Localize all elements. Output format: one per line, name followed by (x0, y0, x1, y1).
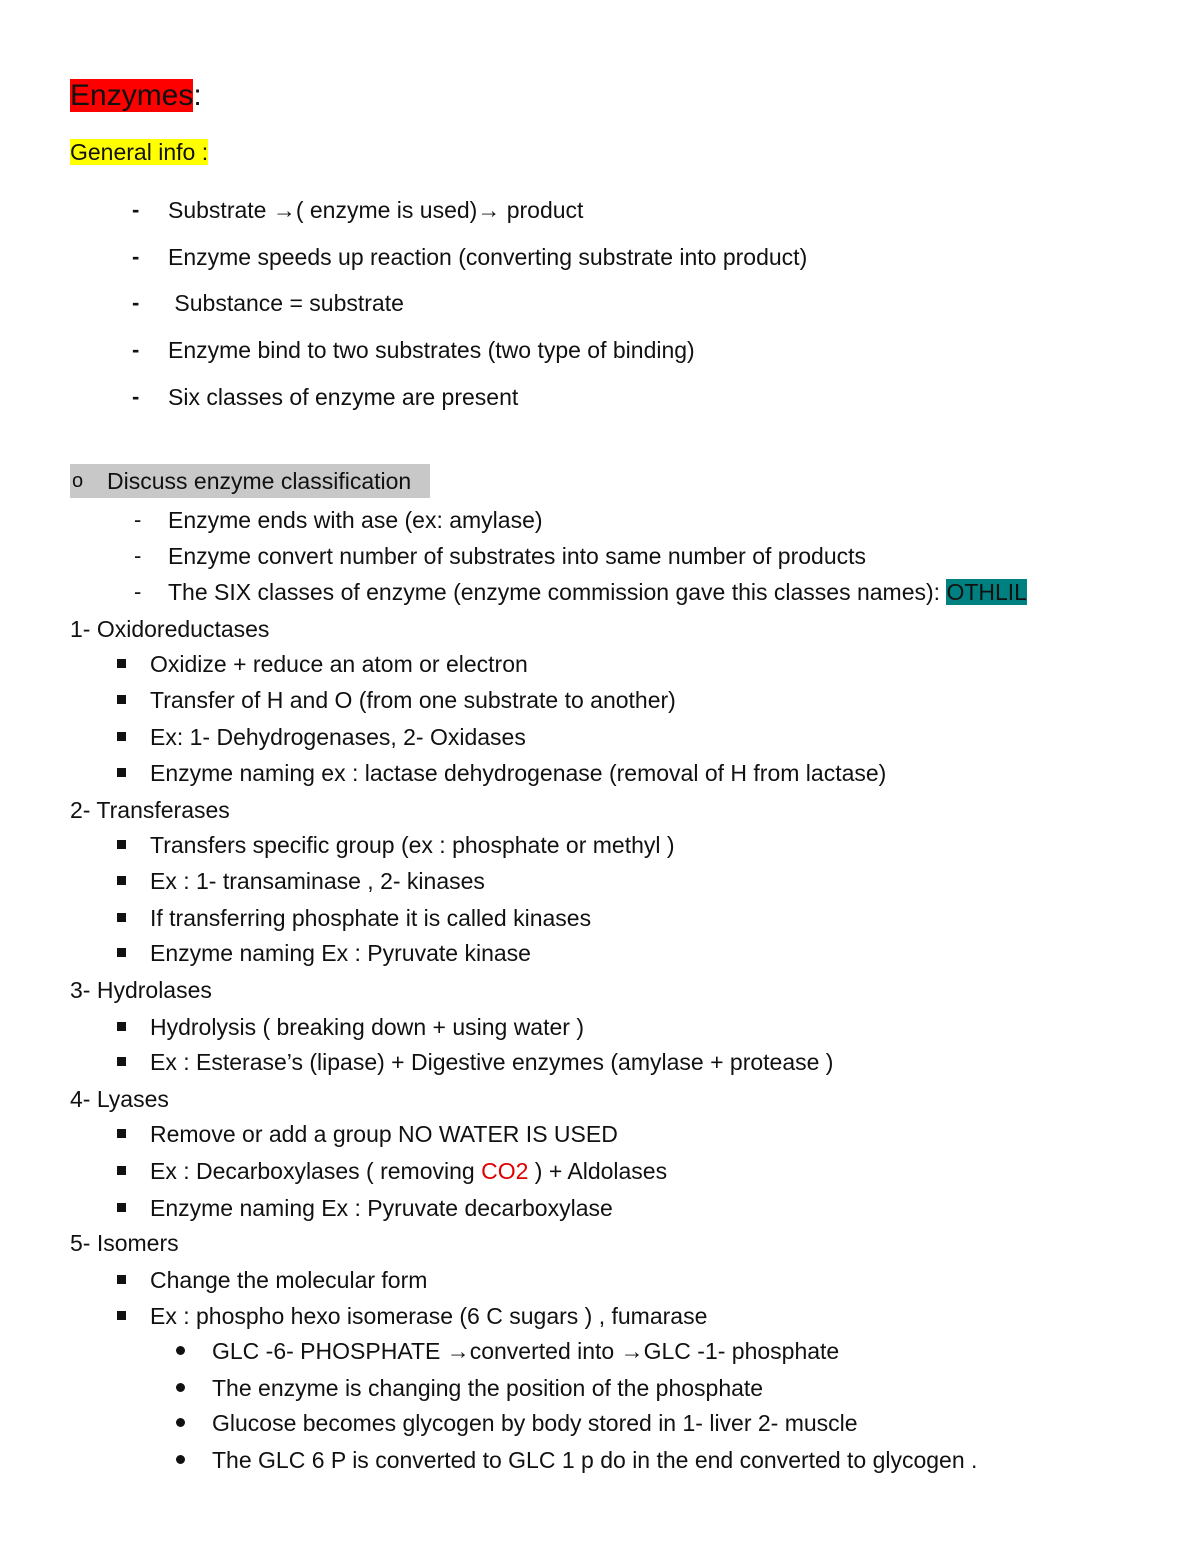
co2-after: ) + Aldolases (528, 1158, 668, 1184)
round-bullet-icon (176, 1346, 185, 1355)
class-item: Ex : 1- transaminase , 2- kinases (150, 868, 485, 894)
page-title (70, 77, 202, 115)
title-suffix: : (193, 79, 202, 112)
square-bullet-icon (117, 768, 126, 777)
square-bullet-icon (117, 1166, 126, 1175)
class-item: Oxidize + reduce an atom or electron (150, 651, 528, 677)
general-bullet: Enzyme speeds up reaction (converting substrate into product) (168, 244, 808, 270)
isomer-sub-item: The GLC 6 P is converted to GLC 1 p do in the end converted to glycogen . (212, 1447, 978, 1473)
class-item: Ex: 1- Dehydrogenases, 2- Oxidases (150, 724, 526, 750)
co2-label: CO2 (481, 1158, 529, 1184)
square-bullet-icon (117, 1129, 126, 1138)
square-bullet-icon (117, 732, 126, 741)
dash-bullet-icon: - (132, 244, 140, 269)
discuss-heading: Discuss enzyme classification (107, 468, 412, 494)
section-heading-general-info (70, 137, 208, 167)
square-bullet-icon (117, 948, 126, 957)
square-bullet-icon (117, 1022, 126, 1031)
class-heading-transferases: 2- Transferases (70, 797, 230, 823)
square-bullet-icon (117, 840, 126, 849)
square-bullet-icon (117, 913, 126, 922)
class-item-co2 (150, 1156, 667, 1186)
square-bullet-icon (117, 695, 126, 704)
general-bullet: Enzyme bind to two substrates (two type of binding) (168, 337, 695, 363)
round-bullet-icon (176, 1383, 185, 1392)
isomer-sub-item: The enzyme is changing the position of the phosphate (212, 1375, 764, 1401)
class-item: Ex : phospho hexo isomerase (6 C sugars ) , fumarase (150, 1303, 708, 1329)
isomer-sub-item: Glucose becomes glycogen by body stored in 1- liver 2- muscle (212, 1410, 858, 1436)
class-item: Change the molecular form (150, 1267, 428, 1293)
dash-bullet-icon: - (134, 579, 142, 604)
general-info-label: General info : (70, 139, 209, 165)
class-item: Enzyme naming Ex : Pyruvate decarboxylase (150, 1195, 613, 1221)
class-item: Ex : Esterase’s (lipase) + Digestive enzymes (amylase + protease ) (150, 1049, 834, 1075)
class-item: If transferring phosphate it is called kinases (150, 905, 592, 931)
class-heading-isomers: 5- Isomers (70, 1230, 179, 1256)
dash-bullet-icon: - (134, 507, 142, 532)
dash-bullet-icon: - (132, 197, 140, 222)
dash-bullet-icon: - (132, 384, 140, 409)
square-bullet-icon (117, 1311, 126, 1320)
round-bullet-icon (176, 1455, 185, 1464)
dash-bullet-icon: - (134, 543, 142, 568)
acronym-othlil: OTHLIL (946, 579, 1027, 605)
class-heading-hydrolases: 3- Hydrolases (70, 977, 212, 1003)
discuss-bullet: Enzyme ends with ase (ex: amylase) (168, 507, 543, 533)
six-classes-text: The SIX classes of enzyme (enzyme commission gave this classes names): (168, 579, 947, 605)
title-word: Enzymes (70, 79, 194, 112)
dash-bullet-icon: - (132, 290, 140, 315)
general-bullet: Substrate →( enzyme is used)→ product (168, 197, 584, 223)
class-heading-lyases: 4- Lyases (70, 1086, 169, 1112)
isomer-sub-item: GLC -6- PHOSPHATE →converted into →GLC -1- phosphate (212, 1338, 840, 1364)
class-item: Enzyme naming ex : lactase dehydrogenase (removal of H from lactase) (150, 760, 887, 786)
general-bullet: Substance = substrate (168, 290, 404, 316)
general-bullet: Six classes of enzyme are present (168, 384, 519, 410)
square-bullet-icon (117, 1057, 126, 1066)
class-item: Transfer of H and O (from one substrate to another) (150, 687, 676, 713)
discuss-bullet-six-classes (168, 577, 1027, 607)
class-item: Remove or add a group NO WATER IS USED (150, 1121, 618, 1147)
square-bullet-icon (117, 876, 126, 885)
dash-bullet-icon: - (132, 337, 140, 362)
class-item: Enzyme naming Ex : Pyruvate kinase (150, 940, 531, 966)
square-bullet-icon (117, 659, 126, 668)
co2-before: Ex : Decarboxylases ( removing (150, 1158, 482, 1184)
circle-bullet-icon: o (72, 470, 84, 492)
class-item: Transfers specific group (ex : phosphate or methyl ) (150, 832, 675, 858)
round-bullet-icon (176, 1418, 185, 1427)
discuss-bullet: Enzyme convert number of substrates into same number of products (168, 543, 866, 569)
class-heading-oxidoreductases: 1- Oxidoreductases (70, 616, 270, 642)
square-bullet-icon (117, 1275, 126, 1284)
class-item: Hydrolysis ( breaking down + using water ) (150, 1014, 584, 1040)
square-bullet-icon (117, 1203, 126, 1212)
